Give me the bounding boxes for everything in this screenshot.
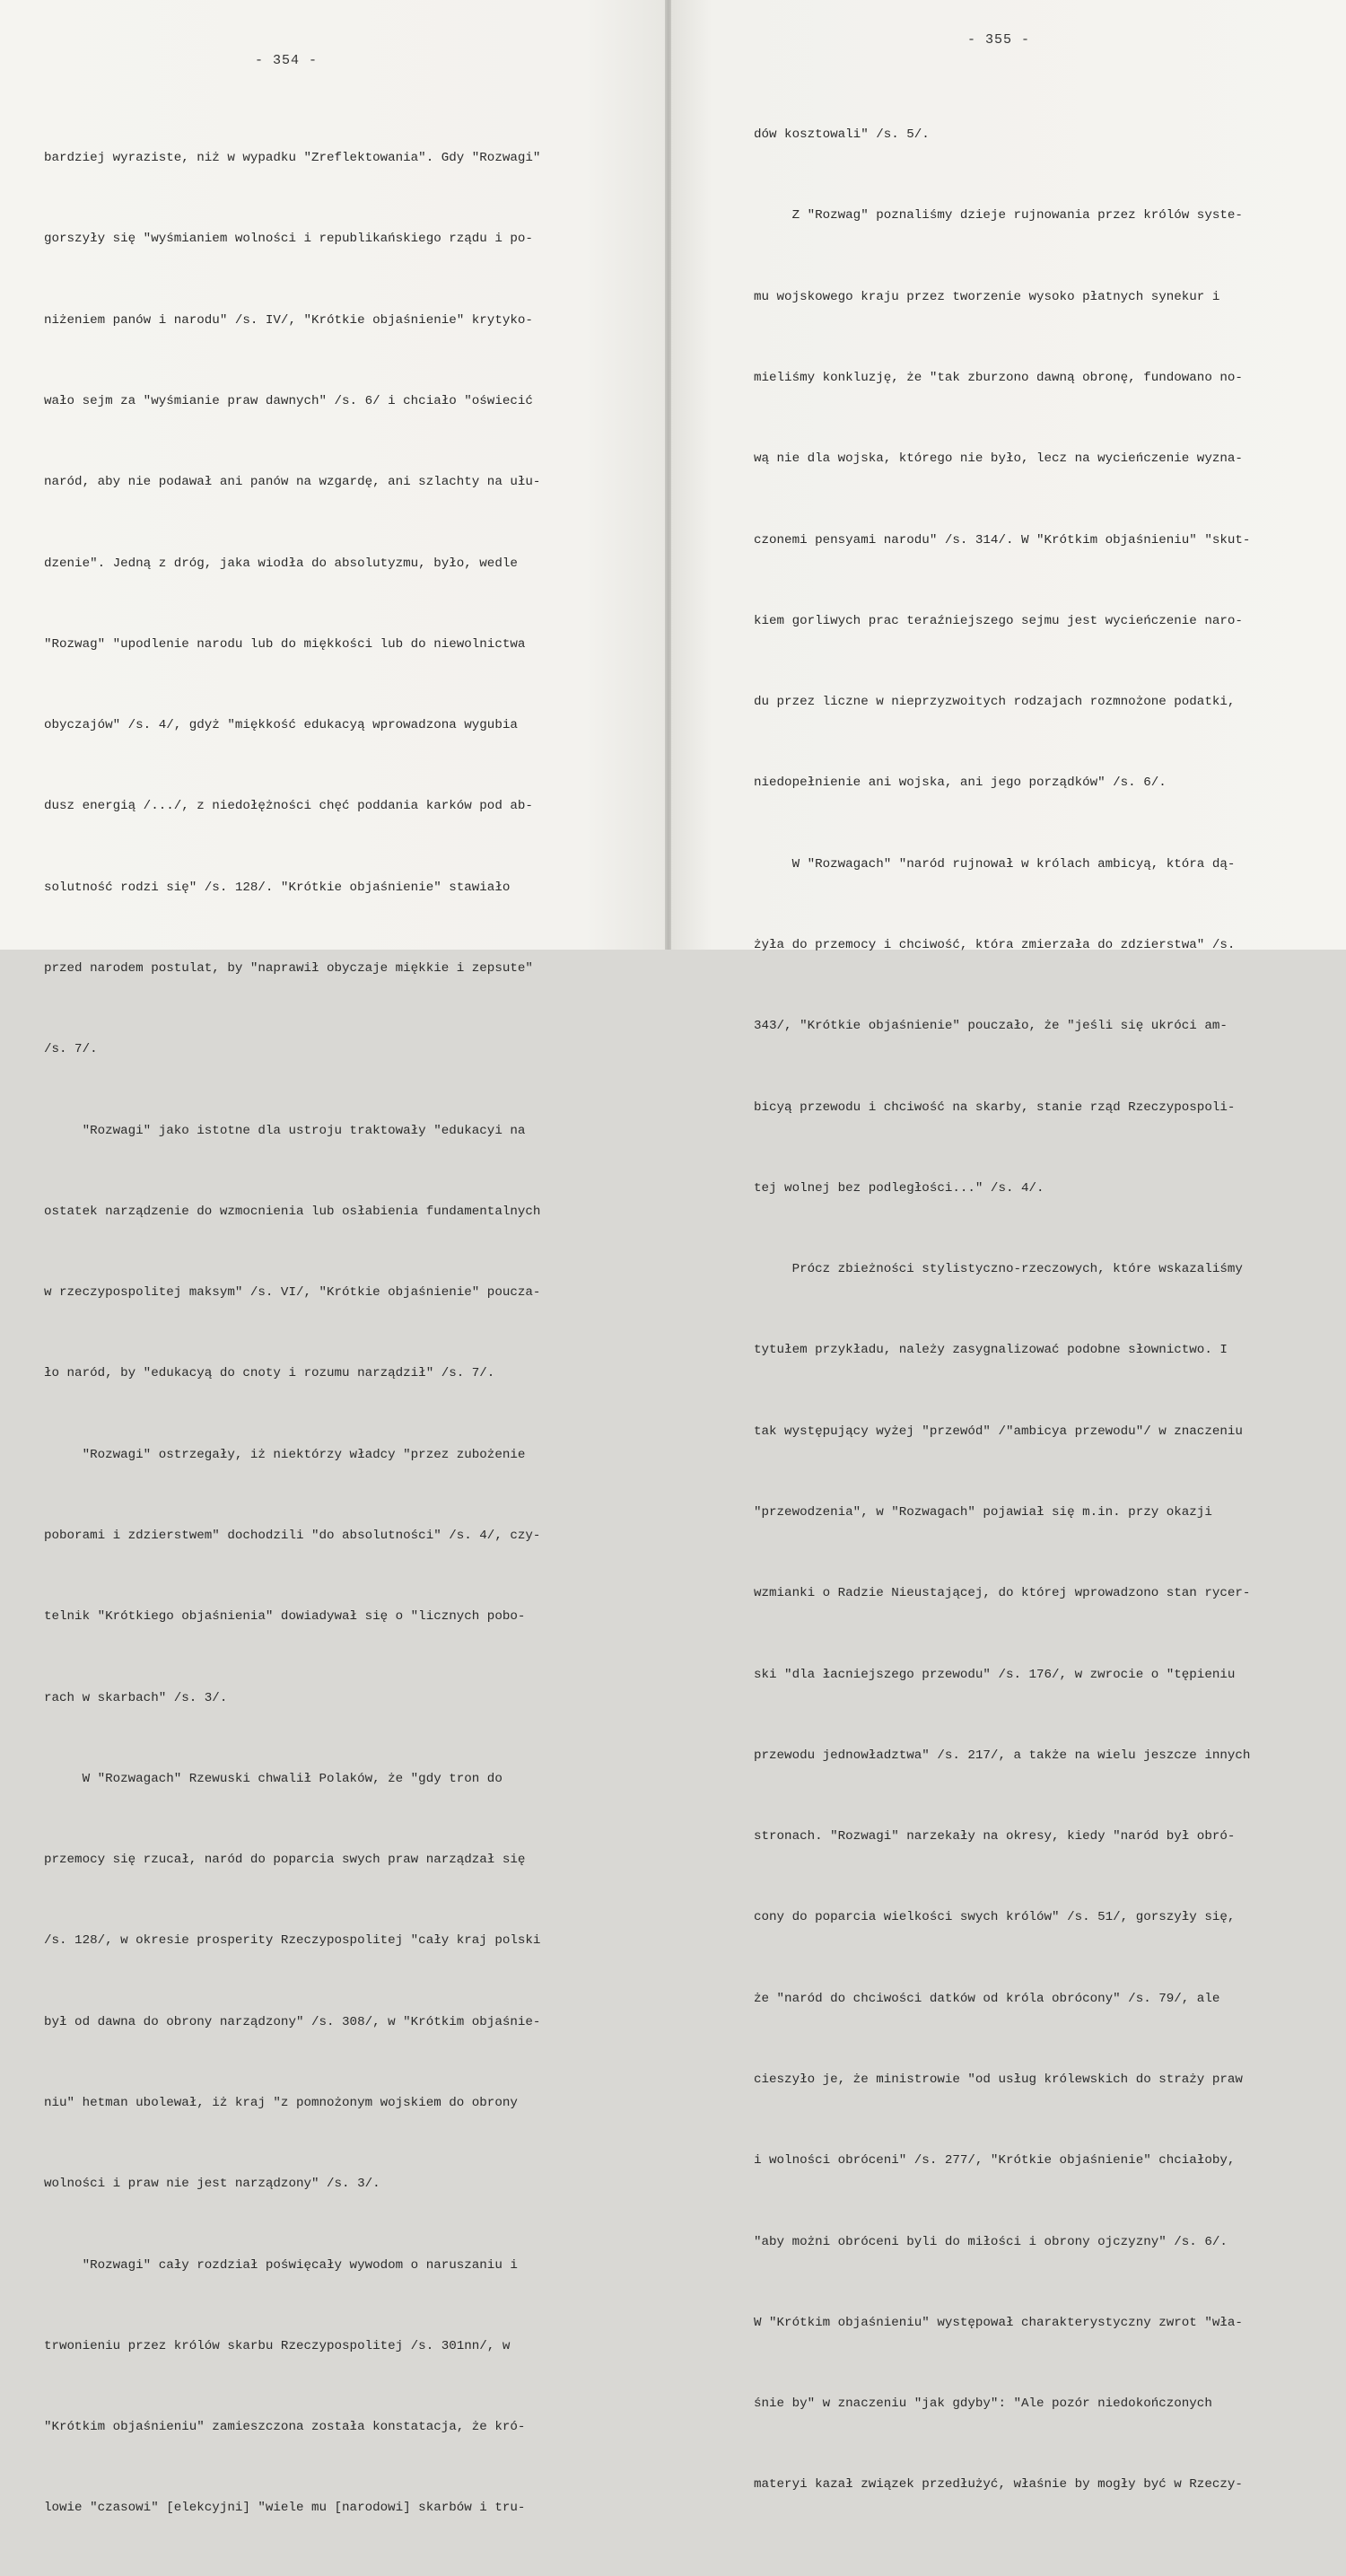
text-line: bicyą przewodu i chciwość na skarby, stanie rząd Rzeczypospoli-	[754, 1100, 1236, 1115]
text-line: "Krótkim objaśnieniu" zamieszczona została konstatacja, że kró-	[44, 2420, 526, 2435]
text-line: dusz energią /.../, z niedołężności chęć poddania karków pod ab-	[44, 799, 533, 814]
text-line: przemocy się rzucał, naród do poparcia swych praw narządzał się	[44, 1853, 526, 1868]
text-line: tytułem przykładu, należy zasygnalizować podobne słownictwo. I	[754, 1343, 1228, 1358]
text-line: 343/, "Krótkie objaśnienie" pouczało, że "jeśli się ukróci am-	[754, 1019, 1228, 1034]
text-line: /s. 128/, w okresie prosperity Rzeczypospolitej "cały kraj polski	[44, 1933, 541, 1949]
text-line: mieliśmy konkluzję, że "tak zburzono dawną obronę, fundowano no-	[754, 371, 1243, 386]
text-line: dzenie". Jedną z dróg, jaka wiodła do absolutyzmu, było, wedle	[44, 556, 518, 571]
text-line: ski "dla łacniejszego przewodu" /s. 176/, w zwrocie o "tępieniu	[754, 1667, 1236, 1682]
text-line: telnik "Krótkiego objaśnienia" dowiadywał się o "licznych pobo-	[44, 1609, 526, 1625]
text-line: poborami i zdzierstwem" dochodzili "do absolutności" /s. 4/, czy-	[44, 1528, 541, 1543]
text-line: czonemi pensyami narodu" /s. 314/. W "Krótkim objaśnieniu" "skut-	[754, 532, 1251, 548]
text-line: tak występujący wyżej "przewód" /"ambicya przewodu"/ w znaczeniu	[754, 1424, 1243, 1439]
text-line: w rzeczypospolitej maksym" /s. VI/, "Krótkie objaśnienie" poucza-	[44, 1285, 541, 1301]
text-line: dów kosztowali" /s. 5/.	[754, 127, 930, 143]
text-line: du przez liczne w nieprzyzwoitych rodzajach rozmnożone podatki,	[754, 695, 1236, 710]
text-line: W "Krótkim objaśnieniu" występował charakterystyczny zwrot "wła-	[754, 2315, 1243, 2330]
page-text	[754, 67, 1250, 2553]
text-line: /s. 7/.	[44, 1042, 98, 1057]
text-line: żyła do przemocy i chciwość, która zmierzała do zdzierstwa" /s.	[754, 938, 1236, 952]
text-line: "aby możni obróceni byli do miłości i obrony ojczyzny" /s. 6/.	[754, 2234, 1228, 2249]
text-line: "przewodzenia", w "Rozwagach" pojawiał się m.in. przy okazji	[754, 1504, 1212, 1520]
text-line: przed narodem postulat, by "naprawił obyczaje miękkie i zepsute"	[44, 961, 533, 976]
text-line: niu" hetman ubolewał, iż kraj "z pomnożonym wojskiem do obrony	[44, 2095, 518, 2110]
text-line: kiem gorliwych prac teraźniejszego sejmu jest wycieńczenie naro-	[754, 613, 1243, 628]
text-line: materyi kazał związek przedłużyć, właśnie by mogły być w Rzeczy-	[754, 2477, 1243, 2493]
page-number: - 355 -	[967, 32, 1031, 48]
text-line: przewodu jednowładztwa" /s. 217/, a także na wielu jeszcze innych	[754, 1748, 1251, 1763]
text-line: lowie "czasowi" [elekcyjni] "wiele mu [narodowi] skarbów i tru-	[44, 2501, 526, 2516]
text-line: naród, aby nie podawał ani panów na wzgardę, ani szlachty na ułu-	[44, 475, 541, 490]
text-line: że "naród do chciwości datków od króla obrócony" /s. 79/, ale	[754, 1991, 1220, 2006]
text-line: cony do poparcia wielkości swych królów" /s. 51/, gorszyły się,	[754, 1910, 1236, 1925]
text-line: niedopełnienie ani wojska, ani jego porządków" /s. 6/.	[754, 775, 1167, 791]
text-line: wolności i praw nie jest narządzony" /s. 3/.	[44, 2177, 380, 2192]
text-line: i wolności obróceni" /s. 277/, "Krótkie objaśnienie" chciałoby,	[754, 2153, 1236, 2169]
text-line: W "Rozwagach" "naród rujnował w królach ambicyą, która dą-	[754, 856, 1236, 872]
text-line: śnie by" w znaczeniu "jak gdyby": "Ale pozór niedokończonych	[754, 2396, 1212, 2412]
page-number: - 354 -	[255, 53, 319, 68]
page-text	[44, 91, 540, 2576]
text-line: cieszyło je, że ministrowie "od usług królewskich do straży praw	[754, 2072, 1243, 2087]
text-line: W "Rozwagach" Rzewuski chwalił Polaków, że "gdy tron do	[44, 1771, 503, 1786]
text-line: niżeniem panów i narodu" /s. IV/, "Krótkie objaśnienie" krytyko-	[44, 312, 533, 328]
text-line: "Rozwagi" cały rozdział poświęcały wywodom o naruszaniu i	[44, 2257, 518, 2273]
right-page	[671, 0, 1346, 2493]
text-line: ostatek narządzenie do wzmocnienia lub osłabienia fundamentalnych	[44, 1204, 541, 1219]
text-line: wało sejm za "wyśmianie praw dawnych" /s. 6/ i chciało "oświecić	[44, 394, 533, 409]
left-page	[0, 0, 666, 2516]
text-line: bardziej wyraziste, niż w wypadku "Zreflektowania". Gdy "Rozwagi"	[44, 151, 541, 166]
text-line: stronach. "Rozwagi" narzekały na okresy, kiedy "naród był obró-	[754, 1829, 1236, 1844]
text-line: trwonieniu przez królów skarbu Rzeczypospolitej /s. 301nn/, w	[44, 2338, 511, 2353]
text-line: mu wojskowego kraju przez tworzenie wysoko płatnych synekur i	[754, 289, 1220, 304]
text-line: wzmianki o Radzie Nieustającej, do której wprowadzono stan rycer-	[754, 1586, 1251, 1601]
text-line: był od dawna do obrony narządzony" /s. 308/, w "Krótkim objaśnie-	[44, 2014, 541, 2029]
text-line: "Rozwagi" ostrzegały, iż niektórzy władcy "przez zubożenie	[44, 1447, 526, 1462]
text-line: Z "Rozwag" poznaliśmy dzieje rujnowania przez królów syste-	[754, 208, 1243, 223]
text-line: Prócz zbieżności stylistyczno-rzeczowych, które wskazaliśmy	[754, 1262, 1243, 1277]
text-line: gorszyły się "wyśmianiem wolności i republikańskiego rządu i po-	[44, 232, 533, 247]
text-line: tej wolnej bez podległości..." /s. 4/.	[754, 1180, 1044, 1196]
text-line: "Rozwagi" jako istotne dla ustroju traktowały "edukacyi na	[44, 1123, 526, 1138]
text-line: "Rozwag" "upodlenie narodu lub do miękkości lub do niewolnictwa	[44, 636, 526, 652]
text-line: obyczajów" /s. 4/, gdyż "miękkość edukacyą wprowadzona wygubia	[44, 718, 518, 733]
text-line: rach w skarbach" /s. 3/.	[44, 1690, 228, 1705]
text-line: wą nie dla wojska, którego nie było, lecz na wycieńczenie wyzna-	[754, 451, 1243, 467]
text-line: solutność rodzi się" /s. 128/. "Krótkie objaśnienie" stawiało	[44, 880, 511, 895]
text-line: ło naród, by "edukacyą do cnoty i rozumu narządził" /s. 7/.	[44, 1366, 495, 1381]
